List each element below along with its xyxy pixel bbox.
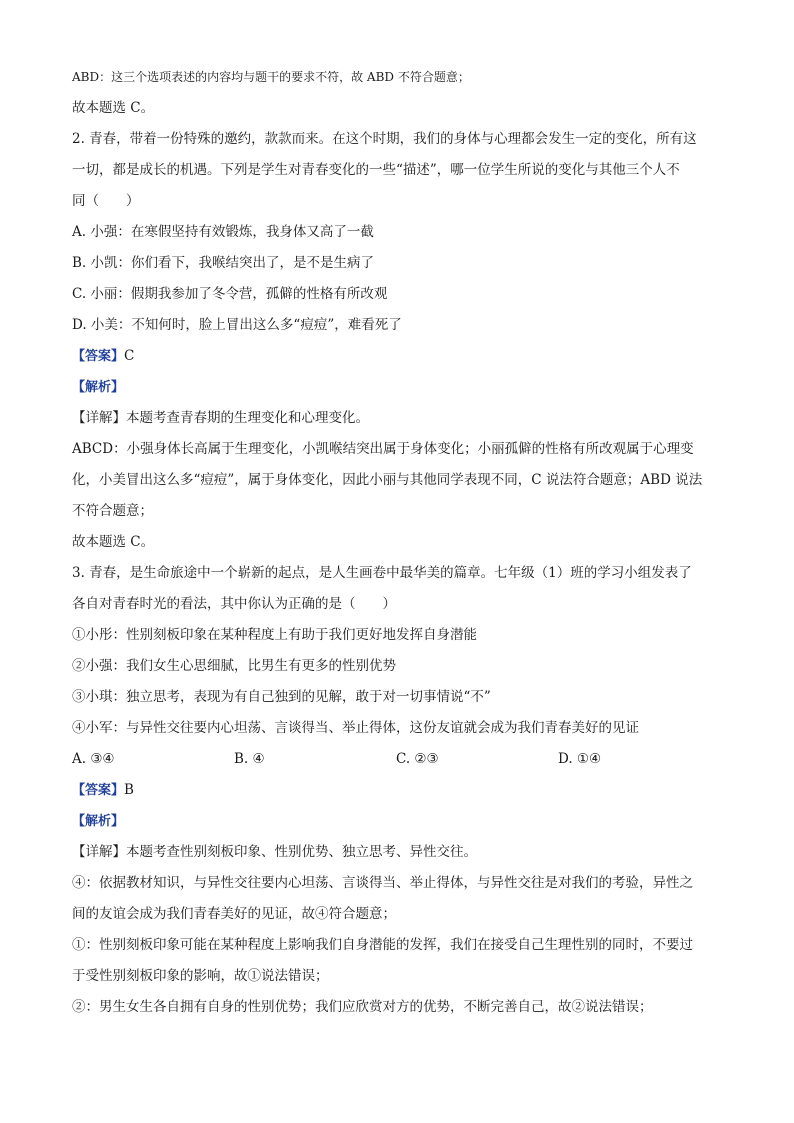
q2-answer-value: C	[124, 348, 135, 364]
q2-stem-line-1: 2. 青春，带着一份特殊的邀约，款款而来。在这个时期，我们的身体与心理都会发生一定的变化，所有这	[72, 131, 697, 147]
q3-statement-2: ②小强：我们女生心思细腻，比男生有更多的性别优势	[72, 658, 396, 674]
q2-stem-line-3: 同（ ）	[72, 193, 140, 209]
q2-stem-line-2: 一切，都是成长的机遇。下列是学生对青春变化的一些“描述”，哪一位学生所说的变化与其他三个人不	[72, 162, 680, 178]
analysis-tag: 【解析】	[72, 380, 125, 395]
q2-explanation-line-3: 不符合题意；	[72, 503, 153, 519]
q3-explanation-4-line-1: ④：依据教材知识，与异性交往要内心坦荡、言谈得当、举止得体，与异性交往是对我们的考验，异性之	[72, 875, 693, 891]
answer-tag: 【答案】	[72, 783, 125, 798]
q2-explanation-line-2: 化，小美冒出这么多“痘痘”，属于身体变化，因此小丽与其他同学表现不同，C 说法符合题意；ABD 说法	[72, 472, 703, 488]
q2-detail	[72, 403, 722, 434]
q2-option-a: A. 小强：在寒假坚持有效锻炼，我身体又高了一截	[72, 224, 374, 240]
q3-statement-3: ③小琪：独立思考，表现为有自己独到的见解，敢于对一切事情说“不”	[72, 689, 491, 705]
q3-detail-text: 本题考查性别刻板印象、性别优势、独立思考、异性交往。	[126, 844, 477, 860]
q3-explanation-2-line-1: ②：男生女生各自拥有自身的性别优势；我们应欣赏对方的优势，不断完善自己，故②说法错误；	[72, 999, 653, 1015]
q3-option-c: C. ②③	[396, 751, 439, 767]
q3-answer	[72, 775, 722, 806]
q3-analysis	[72, 806, 722, 837]
q3-answer-value: B	[124, 782, 134, 798]
detail-tag: 【详解】	[72, 410, 126, 426]
q1-explanation-line: ABD：这三个选项表述的内容均与题干的要求不符，故 ABD 不符合题意；	[72, 70, 470, 84]
q3-options	[72, 744, 722, 775]
q3-option-a: A. ③④	[72, 751, 115, 767]
q3-explanation-1-line-2: 于受性别刻板印象的影响，故①说法错误；	[72, 968, 329, 984]
q3-statement-4: ④小军：与异性交往要内心坦荡、言谈得当、举止得体，这份友谊就会成为我们青春美好的见证	[72, 720, 639, 736]
detail-tag: 【详解】	[72, 844, 126, 860]
q3-explanation-1-line-1: ①：性别刻板印象可能在某种程度上影响我们自身潜能的发挥，我们在接受自己生理性别的同时，不要过	[72, 937, 693, 953]
q2-explanation-line-1: ABCD：小强身体长高属于生理变化，小凯喉结突出属于身体变化；小丽孤僻的性格有所改观属于心理变	[72, 441, 694, 457]
q3-option-b: B. ④	[234, 751, 265, 767]
document-page	[72, 62, 722, 1023]
q3-stem-line-2: 各自对青春时光的看法，其中你认为正确的是（ ）	[72, 596, 396, 612]
analysis-tag: 【解析】	[72, 814, 125, 829]
q2-option-d: D. 小美：不知何时，脸上冒出这么多“痘痘”，难看死了	[72, 317, 402, 333]
q2-answer	[72, 341, 722, 372]
q3-explanation-4-line-2: 间的友谊会成为我们青春美好的见证，故④符合题意；	[72, 906, 396, 922]
q3-statement-1: ①小彤：性别刻板印象在某种程度上有助于我们更好地发挥自身潜能	[72, 627, 477, 643]
q2-conclusion: 故本题选 C。	[72, 534, 155, 550]
q2-detail-text: 本题考查青春期的生理变化和心理变化。	[126, 410, 369, 426]
q3-option-d: D. ①④	[558, 751, 602, 767]
q3-stem-line-1: 3. 青春，是生命旅途中一个崭新的起点，是人生画卷中最华美的篇章。七年级（1）班的学习小组发表了	[72, 565, 692, 581]
q1-conclusion: 故本题选 C。	[72, 100, 155, 116]
answer-tag: 【答案】	[72, 349, 125, 364]
q2-option-c: C. 小丽：假期我参加了冬令营，孤僻的性格有所改观	[72, 286, 388, 302]
q2-analysis	[72, 372, 722, 403]
q2-option-b: B. 小凯：你们看下，我喉结突出了，是不是生病了	[72, 255, 375, 271]
q3-detail	[72, 837, 722, 868]
